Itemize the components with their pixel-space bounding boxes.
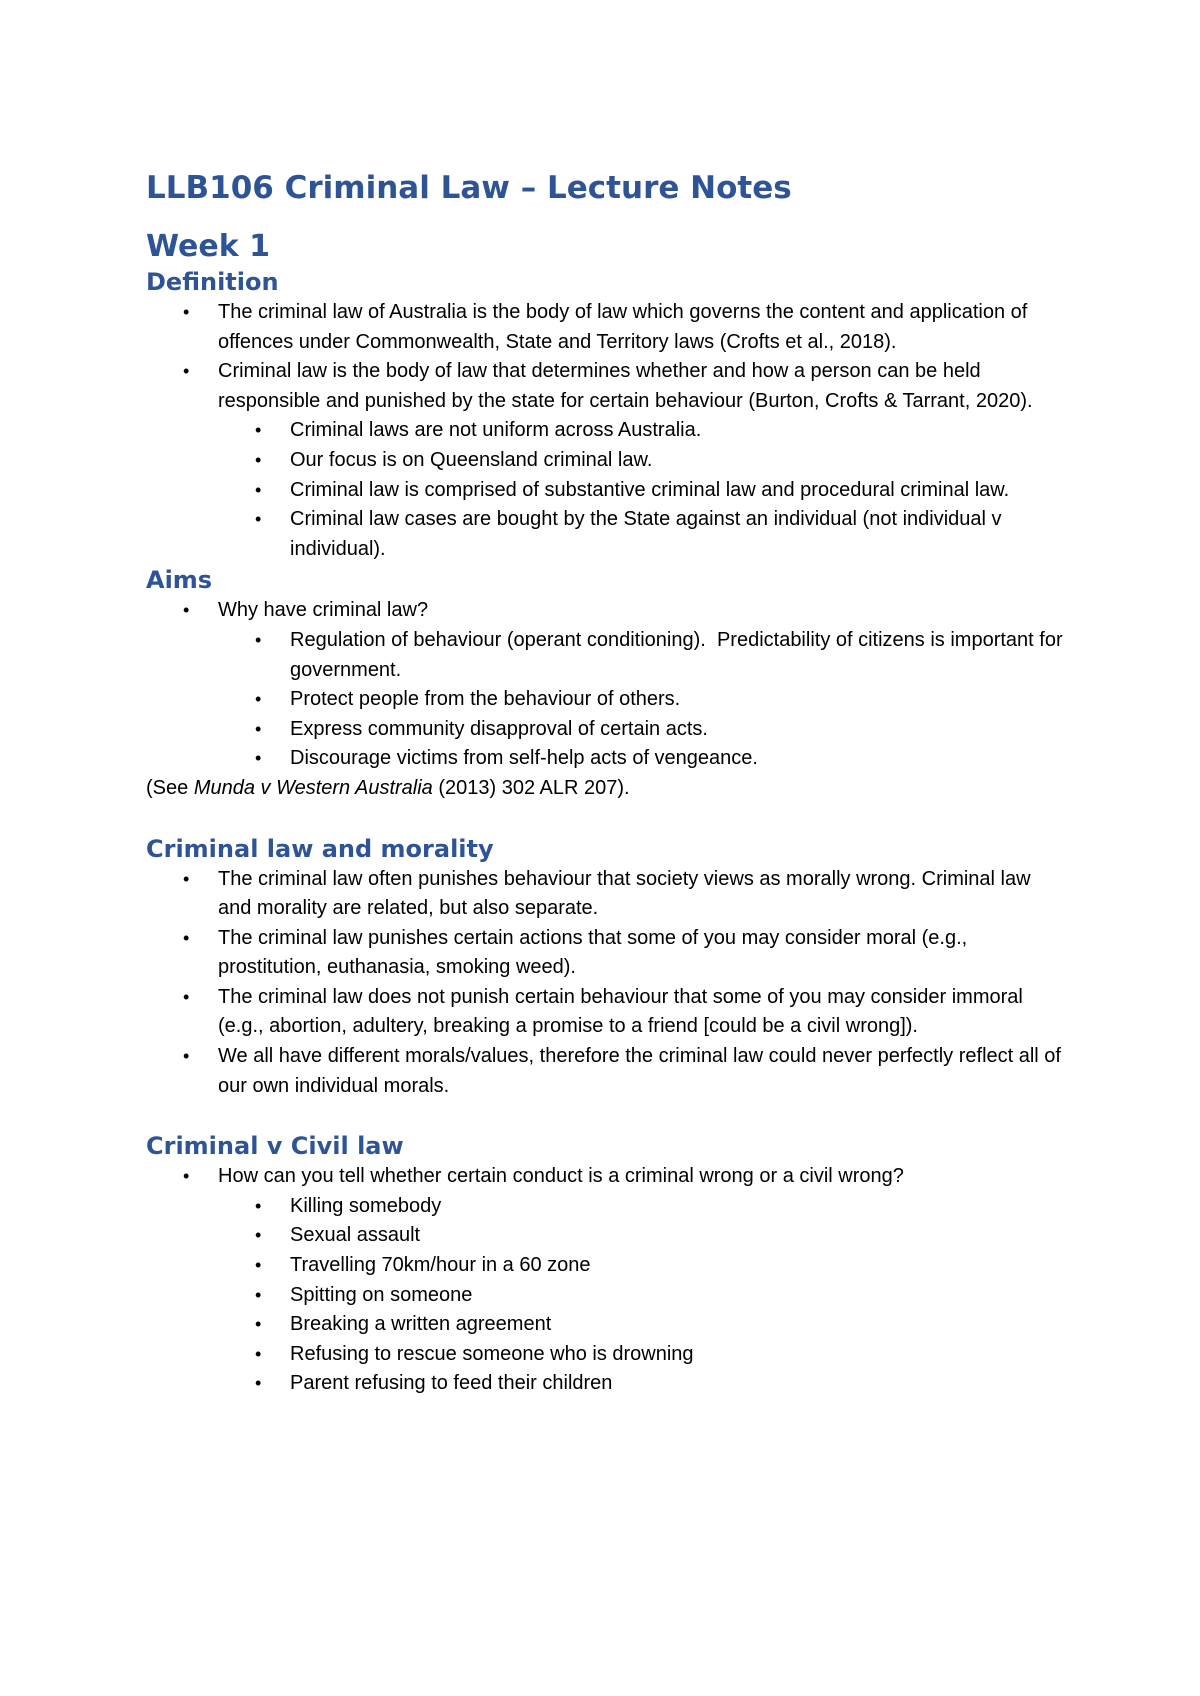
bullet-icon: • [183,1046,190,1067]
bullet-icon: • [255,629,262,650]
bullet-icon: • [183,302,190,322]
bullet-icon: • [255,718,262,739]
definition-sublist [218,416,1066,564]
bullet-icon: • [255,1284,262,1305]
list-item: • Regulation of behaviour (operant conditioning). Predictability of citizens is important for government. [218,626,1066,685]
document-title: LLB106 Criminal Law – Lecture Notes [146,170,792,206]
morality-list [146,865,1066,1102]
bullet-icon: • [255,479,262,500]
week-heading: Week 1 [146,229,270,264]
case-citation: (See Munda v Western Australia (2013) 302 ALR 207). [146,776,630,799]
bullet-icon: • [255,449,262,470]
list-item: • Breaking a written agreement [218,1310,1066,1340]
list-item: • Refusing to rescue someone who is drowning [218,1340,1066,1370]
aims-list [146,596,1069,774]
list-item: • Express community disapproval of certain acts. [218,715,1066,745]
list-item: • Our focus is on Queensland criminal law. [218,446,1066,476]
bullet-icon: • [255,509,262,530]
list-item: • How can you tell whether certain conduct is a criminal wrong or a civil wrong? • Killing somebody • Sexual assault • Travelling 70km/hour in a 60 zone • Spitting on someone • Breaking a written agreement • Refusing to rescue someone who is drowning • Parent refusing to feed their children [146,1162,1066,1399]
list-item: • Criminal laws are not uniform across Australia. [218,416,1066,446]
list-item: • Travelling 70km/hour in a 60 zone [218,1251,1066,1281]
bullet-icon: • [255,1343,262,1364]
definition-list [146,298,1066,564]
list-item: • Spitting on someone [218,1281,1066,1311]
bullet-icon: • [255,748,262,769]
bullet-icon: • [255,1314,262,1335]
list-item: • Criminal law is the body of law that determines whether and how a person can be held responsible and punished by the state for certain behaviour (Burton, Crofts & Tarrant, 2020). • Criminal laws are not uniform across Australia. • Our focus is on Queensland criminal law. • Criminal law is comprised of substantive criminal law and procedural criminal law. • Criminal law cases are bought by the State against an individual (not individual v individual). [146,357,1066,564]
bullet-icon: • [255,1255,262,1276]
list-item: • The criminal law of Australia is the body of law which governs the content and application of offences under Commonwealth, State and Territory laws (Crofts et al., 2018). [146,298,1066,357]
list-item: • Sexual assault [218,1221,1066,1251]
aims-heading: Aims [146,566,213,595]
list-item: • Discourage victims from self-help acts of vengeance. [218,744,1066,774]
bullet-icon: • [183,986,190,1007]
list-item: • The criminal law often punishes behaviour that society views as morally wrong. Criminal law and morality are related, but also separate. [146,865,1066,924]
civil-list [146,1162,1066,1399]
bullet-icon: • [255,689,262,710]
list-item: • We all have different morals/values, therefore the criminal law could never perfectly reflect all of our own individual morals. [146,1042,1066,1101]
bullet-icon: • [255,420,262,441]
list-item: • Criminal law cases are bought by the State against an individual (not individual v individual). [218,505,1066,564]
list-item: • Why have criminal law? • Regulation of behaviour (operant conditioning). Predictability of citizens is important for government. • Protect people from the behaviour of others. • Express community disapproval of certain acts. • Discourage victims from self-help acts of vengeance. [146,596,1066,774]
bullet-icon: • [183,1166,190,1187]
list-item: • The criminal law does not punish certain behaviour that some of you may consider immoral (e.g., abortion, adultery, breaking a promise to a friend [could be a civil wrong]). [146,983,1066,1042]
bullet-icon: • [255,1195,262,1216]
aims-sublist [218,626,1069,774]
bullet-icon: • [183,361,190,382]
list-item: • Parent refusing to feed their children [218,1369,1066,1399]
definition-heading: Definition [146,268,279,296]
list-item: • Criminal law is comprised of substantive criminal law and procedural criminal law. [218,476,1066,506]
bullet-icon: • [255,1373,262,1394]
bullet-icon: • [255,1225,262,1246]
bullet-icon: • [183,868,190,889]
bullet-icon: • [183,927,190,948]
civil-heading: Criminal v Civil law [146,1132,404,1161]
document-page [146,168,1069,1399]
list-item: • Killing somebody [218,1192,1066,1222]
list-item: • The criminal law punishes certain actions that some of you may consider moral (e.g., prostitution, euthanasia, smoking weed). [146,924,1066,983]
bullet-icon: • [183,600,190,621]
list-item: • Protect people from the behaviour of others. [218,685,1066,715]
morality-heading: Criminal law and morality [146,834,494,863]
case-name: Munda v Western Australia [193,776,433,799]
civil-sublist [218,1192,1066,1399]
